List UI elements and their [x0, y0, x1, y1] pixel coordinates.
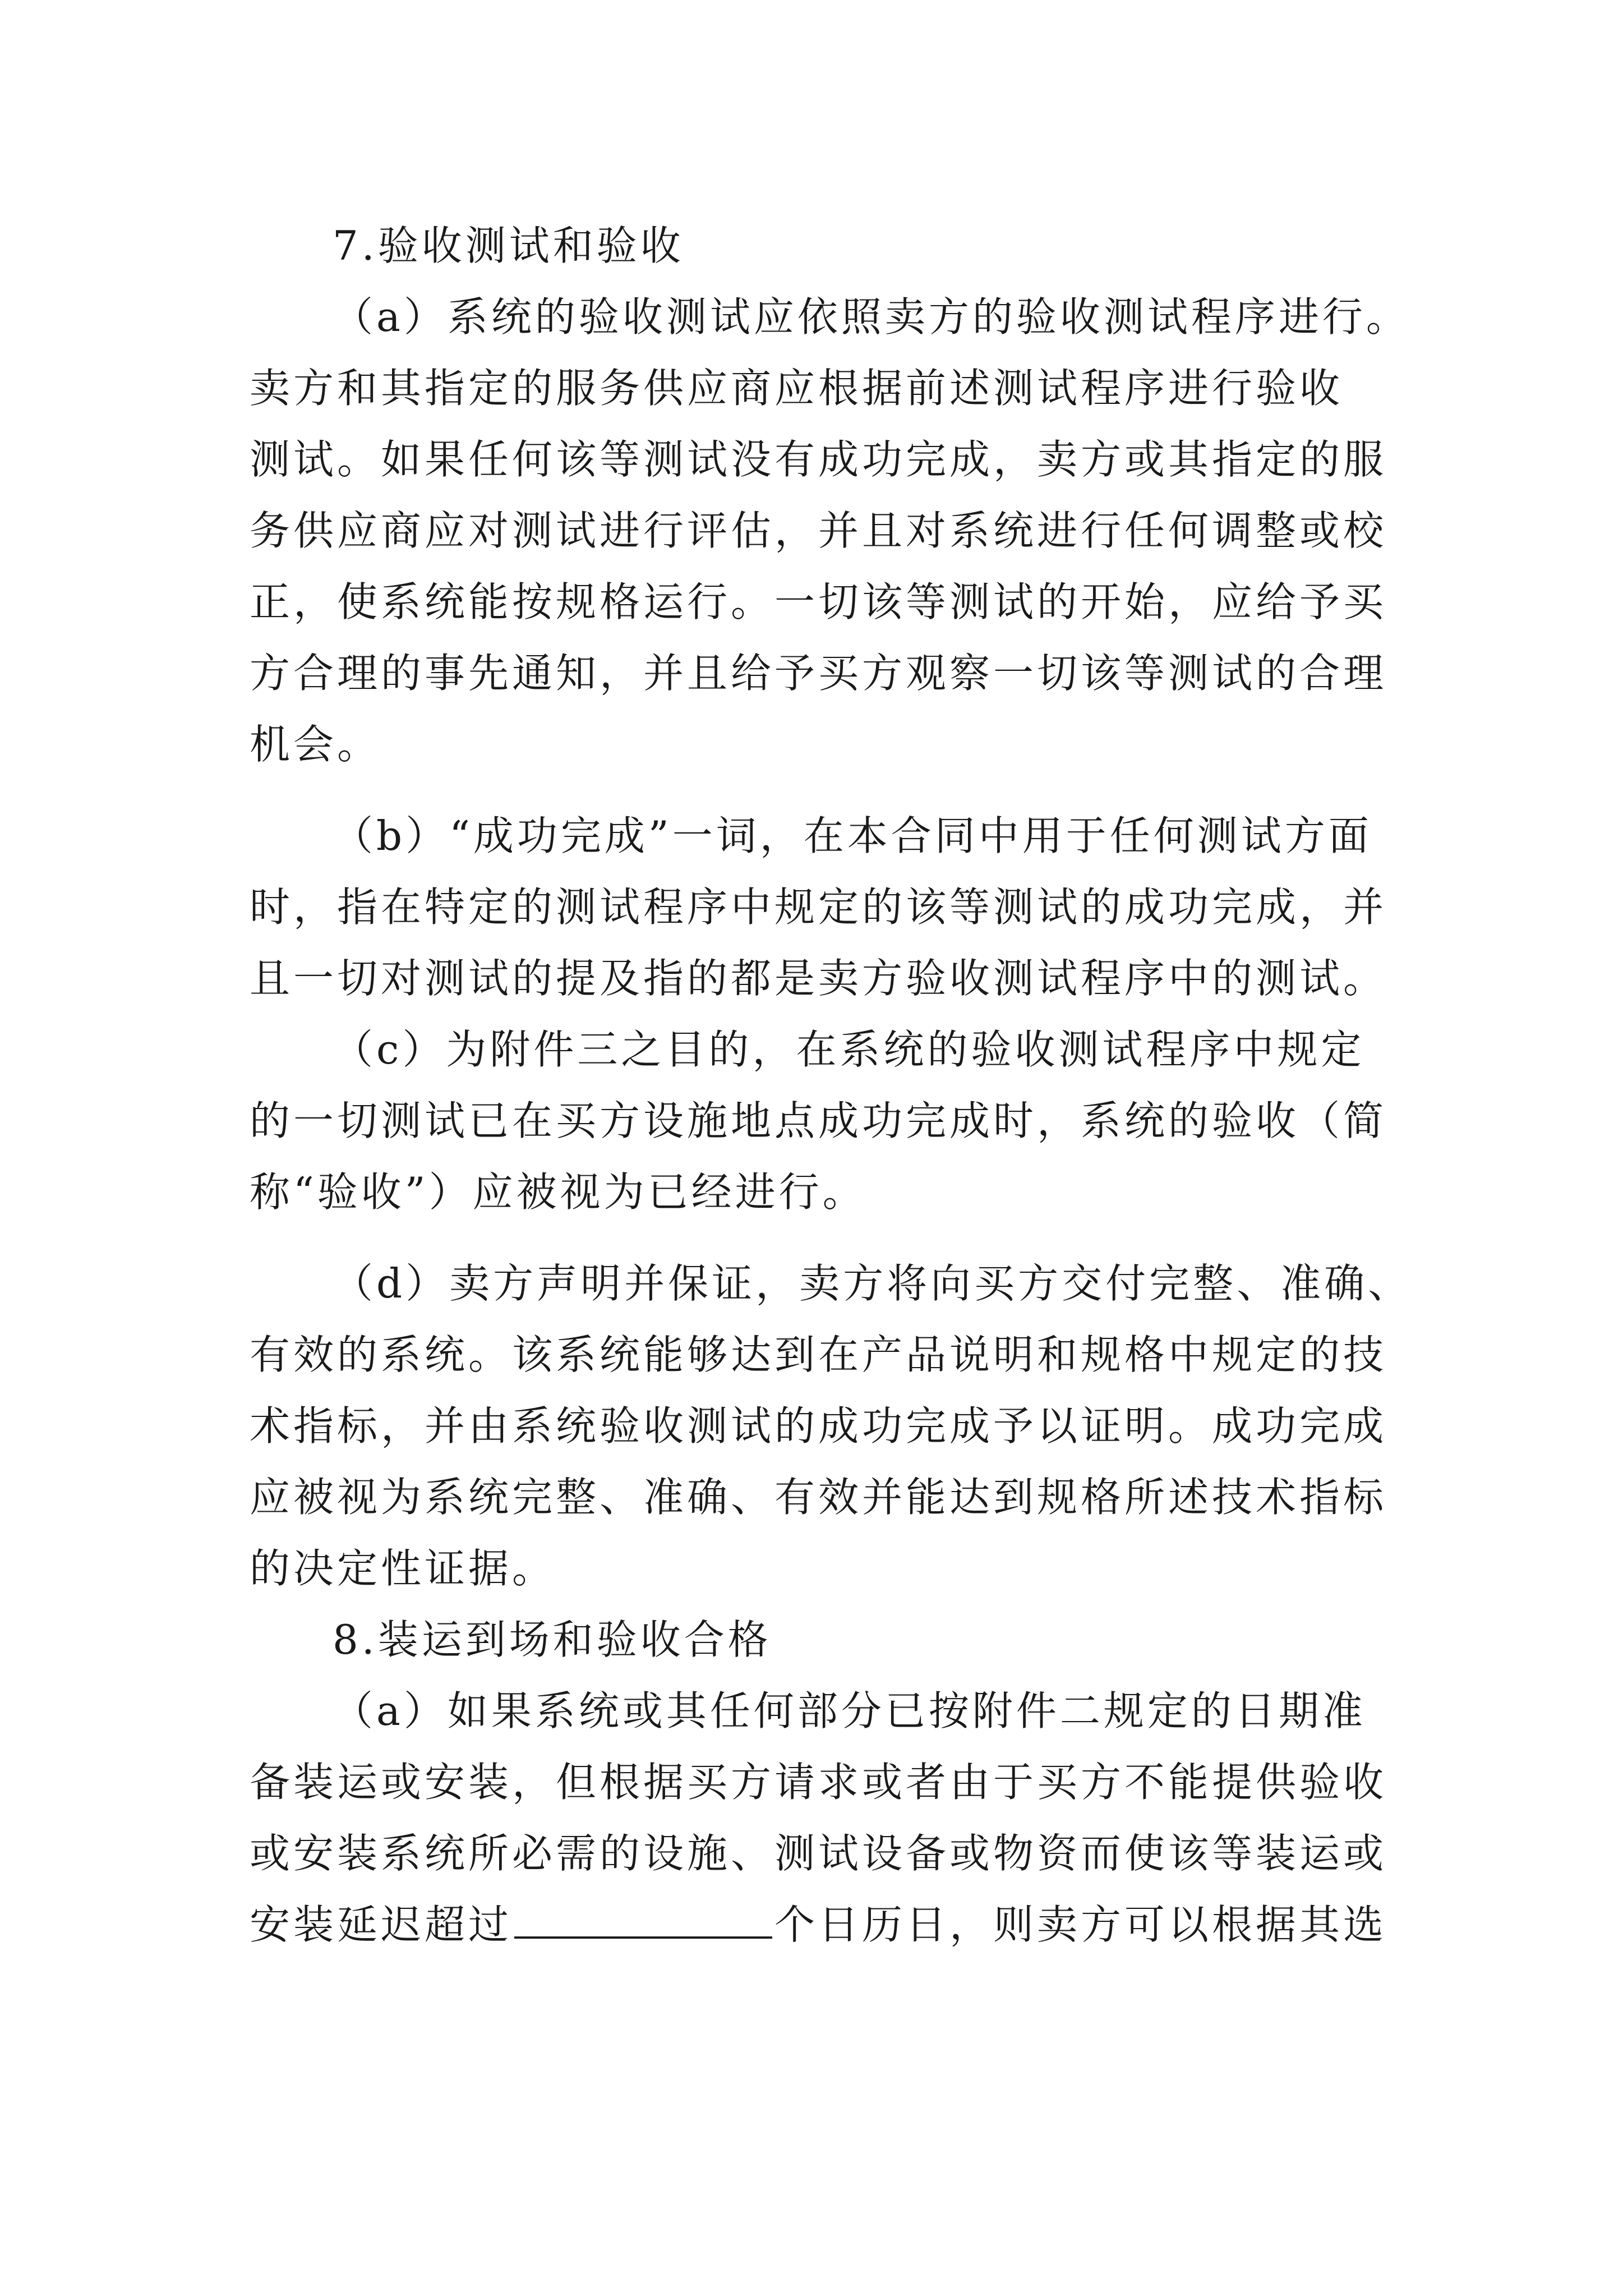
paragraph-line: 的决定性证据。	[250, 1545, 556, 1592]
paragraph-line: 称“验收”）应被视为已经进行。	[250, 1168, 866, 1216]
paragraph-line: 时，指在特定的测试程序中规定的该等测试的成功完成，并	[250, 884, 1387, 931]
fill-in-blank	[514, 1903, 772, 1939]
paragraph-gap	[250, 1228, 1394, 1248]
section-7-heading: 7.验收测试和验收	[333, 222, 684, 269]
paragraph-line: 术指标，并由系统验收测试的成功完成予以证明。成功完成	[250, 1402, 1387, 1450]
section-7-paragraph-a	[250, 282, 1410, 780]
paragraph-line: 卖方和其指定的服务供应商应根据前述测试程序进行验收	[250, 365, 1344, 412]
paragraph-line: （b）“成功完成”一词，在本合同中用于任何测试方面	[333, 812, 1372, 859]
paragraph-line: （a）系统的验收测试应依照卖方的验收测试程序进行。	[333, 293, 1410, 341]
paragraph-line: （a）如果系统或其任何部分已按附件二规定的日期准	[333, 1687, 1366, 1734]
paragraph-line: （c）为附件三之目的，在系统的验收测试程序中规定	[333, 1026, 1365, 1073]
section-7-paragraph-d	[250, 1248, 1412, 1604]
section-8-paragraph-a	[250, 1676, 1394, 1961]
paragraph-line: 且一切对测试的提及指的都是卖方验收测试程序中的测试。	[250, 955, 1387, 1002]
paragraph-line: 务供应商应对测试进行评估，并且对系统进行任何调整或校	[250, 507, 1387, 554]
paragraph-line: 或安装系统所必需的设施、测试设备或物资而使该等装运或	[250, 1830, 1387, 1877]
document-body	[250, 210, 1412, 1961]
text-before-blank: 安装延迟超过	[250, 1901, 513, 1948]
text-after-blank: 个日历日，则卖方可以根据其选	[774, 1901, 1387, 1948]
paragraph-line: 测试。如果任何该等测试没有成功完成，卖方或其指定的服	[250, 436, 1387, 483]
paragraph-line-with-blank	[250, 1889, 1394, 1961]
paragraph-line: （d）卖方声明并保证，卖方将向买方交付完整、准确、	[333, 1260, 1412, 1307]
paragraph-line: 备装运或安装，但根据买方请求或者由于买方不能提供验收	[250, 1759, 1387, 1806]
paragraph-line: 方合理的事先通知，并且给予买方观察一切该等测试的合理	[250, 650, 1387, 697]
section-7-paragraph-c	[250, 1014, 1394, 1228]
section-7-paragraph-b	[250, 800, 1394, 1014]
section-8-heading: 8.装运到场和验收合格	[333, 1616, 772, 1663]
paragraph-line: 机会。	[250, 721, 381, 768]
paragraph-gap	[250, 780, 1394, 800]
paragraph-line: 的一切测试已在买方设施地点成功完成时，系统的验收（简	[250, 1097, 1387, 1144]
paragraph-line: 正，使系统能按规格运行。一切该等测试的开始，应给予买	[250, 578, 1387, 625]
paragraph-line: 有效的系统。该系统能够达到在产品说明和规格中规定的技	[250, 1331, 1387, 1378]
paragraph-line: 应被视为系统完整、准确、有效并能达到规格所述技术指标	[250, 1474, 1387, 1521]
